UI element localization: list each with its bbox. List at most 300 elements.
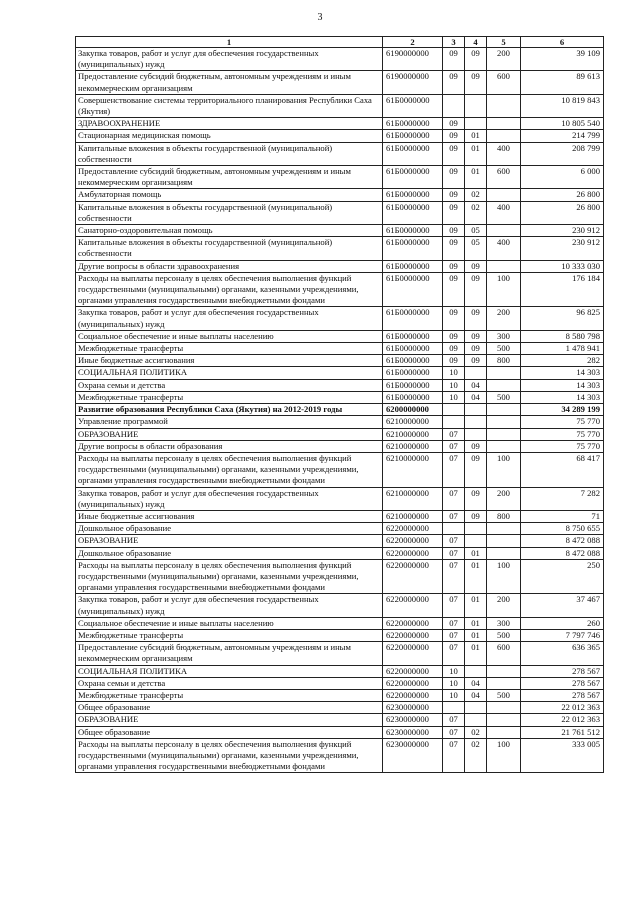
- row-name: Закупка товаров, работ и услуг для обеспечения государственных (муниципальных) нужд: [76, 487, 383, 510]
- header-expense-type: 5: [487, 37, 521, 48]
- row-target-article: 6230000000: [383, 714, 443, 726]
- row-section: 07: [443, 559, 465, 594]
- row-subsection: 05: [465, 225, 487, 237]
- row-section: 09: [443, 48, 465, 71]
- table-row: [76, 559, 604, 594]
- row-sum: 278 567: [521, 689, 604, 701]
- table-row: [76, 201, 604, 224]
- row-section: 09: [443, 130, 465, 142]
- row-section: 10: [443, 689, 465, 701]
- budget-table: [75, 36, 604, 773]
- header-name: 1: [76, 37, 383, 48]
- row-sum: 89 613: [521, 71, 604, 94]
- row-name: ОБРАЗОВАНИЕ: [76, 714, 383, 726]
- row-sum: 75 770: [521, 440, 604, 452]
- row-target-article: 6220000000: [383, 547, 443, 559]
- table-row: [76, 343, 604, 355]
- row-section: 07: [443, 452, 465, 487]
- row-subsection: 01: [465, 559, 487, 594]
- row-name: Межбюджетные трансферты: [76, 343, 383, 355]
- row-section: 07: [443, 629, 465, 641]
- row-sum: 1 478 941: [521, 343, 604, 355]
- table-row: [76, 594, 604, 617]
- row-section: 09: [443, 307, 465, 330]
- row-name: Совершенствование системы территориального планирования Республики Саха (Якутия): [76, 94, 383, 117]
- header-sum: 6: [521, 37, 604, 48]
- row-name: Дошкольное образование: [76, 547, 383, 559]
- row-subsection: [465, 523, 487, 535]
- row-expense-type: 300: [487, 330, 521, 342]
- row-target-article: 6230000000: [383, 702, 443, 714]
- row-name: Закупка товаров, работ и услуг для обеспечения государственных (муниципальных) нужд: [76, 48, 383, 71]
- row-section: 09: [443, 142, 465, 165]
- row-target-article: 61Б0000000: [383, 355, 443, 367]
- row-subsection: 04: [465, 379, 487, 391]
- row-target-article: 6220000000: [383, 617, 443, 629]
- row-sum: 208 799: [521, 142, 604, 165]
- row-sum: 21 761 512: [521, 726, 604, 738]
- table-row: [76, 237, 604, 260]
- row-name: Закупка товаров, работ и услуг для обеспечения государственных (муниципальных) нужд: [76, 594, 383, 617]
- row-name: Расходы на выплаты персоналу в целях обеспечения выполнения функций государственными (муниципальными) органами, казенными учреждениями, органами управления государственными внебюджетными фондами: [76, 738, 383, 773]
- row-expense-type: [487, 726, 521, 738]
- row-target-article: 61Б0000000: [383, 343, 443, 355]
- row-sum: 7 282: [521, 487, 604, 510]
- row-subsection: 09: [465, 330, 487, 342]
- row-expense-type: 400: [487, 237, 521, 260]
- row-expense-type: 600: [487, 166, 521, 189]
- row-expense-type: [487, 714, 521, 726]
- row-section: 09: [443, 71, 465, 94]
- row-subsection: 09: [465, 452, 487, 487]
- row-expense-type: [487, 130, 521, 142]
- row-sum: 8 750 655: [521, 523, 604, 535]
- table-row: [76, 665, 604, 677]
- row-expense-type: [487, 379, 521, 391]
- row-sum: 22 012 363: [521, 714, 604, 726]
- page-number: 3: [317, 12, 323, 23]
- row-expense-type: [487, 367, 521, 379]
- row-sum: 26 800: [521, 201, 604, 224]
- row-name: Охрана семьи и детства: [76, 379, 383, 391]
- row-target-article: 6220000000: [383, 665, 443, 677]
- row-section: [443, 416, 465, 428]
- row-sum: 22 012 363: [521, 702, 604, 714]
- row-expense-type: [487, 665, 521, 677]
- row-subsection: 01: [465, 629, 487, 641]
- row-expense-type: 800: [487, 510, 521, 522]
- row-section: 09: [443, 355, 465, 367]
- table-row: [76, 225, 604, 237]
- row-target-article: 61Б0000000: [383, 189, 443, 201]
- table-row: [76, 677, 604, 689]
- row-name: Расходы на выплаты персоналу в целях обеспечения выполнения функций государственными (муниципальными) органами, казенными учреждениями, органами управления государственными внебюджетными фондами: [76, 559, 383, 594]
- row-target-article: 61Б0000000: [383, 166, 443, 189]
- row-subsection: 09: [465, 355, 487, 367]
- row-sum: 96 825: [521, 307, 604, 330]
- row-target-article: 61Б0000000: [383, 201, 443, 224]
- row-name: Управление программой: [76, 416, 383, 428]
- header-section: 3: [443, 37, 465, 48]
- row-section: 07: [443, 738, 465, 773]
- row-target-article: 6220000000: [383, 677, 443, 689]
- row-subsection: 09: [465, 487, 487, 510]
- row-target-article: 61Б0000000: [383, 307, 443, 330]
- row-subsection: 01: [465, 130, 487, 142]
- row-section: 09: [443, 166, 465, 189]
- row-section: 09: [443, 237, 465, 260]
- row-target-article: 61Б0000000: [383, 330, 443, 342]
- row-name: Предоставление субсидий бюджетным, автономным учреждениям и иным некоммерческим организациям: [76, 71, 383, 94]
- row-subsection: 01: [465, 166, 487, 189]
- row-name: Межбюджетные трансферты: [76, 689, 383, 701]
- table-row: [76, 330, 604, 342]
- row-target-article: 61Б0000000: [383, 272, 443, 307]
- row-section: 09: [443, 330, 465, 342]
- row-expense-type: [487, 404, 521, 416]
- table-row: [76, 307, 604, 330]
- row-subsection: 02: [465, 738, 487, 773]
- row-sum: 8 580 798: [521, 330, 604, 342]
- row-section: 07: [443, 642, 465, 665]
- row-expense-type: 400: [487, 142, 521, 165]
- table-body: [76, 48, 604, 773]
- row-sum: 6 000: [521, 166, 604, 189]
- row-name: Амбулаторная помощь: [76, 189, 383, 201]
- row-name: Охрана семьи и детства: [76, 677, 383, 689]
- row-expense-type: [487, 94, 521, 117]
- row-section: 10: [443, 367, 465, 379]
- row-name: Межбюджетные трансферты: [76, 629, 383, 641]
- row-name: Развитие образования Республики Саха (Якутия) на 2012-2019 годы: [76, 404, 383, 416]
- row-sum: 230 912: [521, 237, 604, 260]
- table-row: [76, 71, 604, 94]
- row-section: 10: [443, 665, 465, 677]
- row-target-article: 6210000000: [383, 510, 443, 522]
- row-expense-type: [487, 189, 521, 201]
- table-row: [76, 510, 604, 522]
- row-target-article: 61Б0000000: [383, 237, 443, 260]
- row-subsection: [465, 428, 487, 440]
- row-target-article: 6210000000: [383, 487, 443, 510]
- row-sum: 8 472 088: [521, 547, 604, 559]
- row-expense-type: 500: [487, 629, 521, 641]
- table-row: [76, 355, 604, 367]
- header-target-article: 2: [383, 37, 443, 48]
- row-section: 09: [443, 260, 465, 272]
- table-row: [76, 523, 604, 535]
- table-row: [76, 272, 604, 307]
- row-sum: 8 472 088: [521, 535, 604, 547]
- row-subsection: 01: [465, 594, 487, 617]
- row-expense-type: 100: [487, 559, 521, 594]
- row-subsection: [465, 367, 487, 379]
- row-sum: 34 289 199: [521, 404, 604, 416]
- row-target-article: 6230000000: [383, 738, 443, 773]
- row-sum: 68 417: [521, 452, 604, 487]
- row-name: Общее образование: [76, 726, 383, 738]
- row-subsection: [465, 535, 487, 547]
- row-subsection: 01: [465, 547, 487, 559]
- row-target-article: 61Б0000000: [383, 379, 443, 391]
- row-target-article: 6210000000: [383, 428, 443, 440]
- row-sum: 333 005: [521, 738, 604, 773]
- row-sum: 75 770: [521, 416, 604, 428]
- row-target-article: 6200000000: [383, 404, 443, 416]
- row-name: Предоставление субсидий бюджетным, автономным учреждениям и иным некоммерческим организациям: [76, 642, 383, 665]
- table-row: [76, 452, 604, 487]
- row-section: 10: [443, 379, 465, 391]
- table-row: [76, 391, 604, 403]
- row-sum: 10 333 030: [521, 260, 604, 272]
- table-row: [76, 726, 604, 738]
- row-target-article: 6190000000: [383, 48, 443, 71]
- row-subsection: 05: [465, 237, 487, 260]
- row-section: 09: [443, 343, 465, 355]
- table-row: [76, 142, 604, 165]
- row-expense-type: [487, 118, 521, 130]
- row-sum: 37 467: [521, 594, 604, 617]
- row-target-article: 61Б0000000: [383, 391, 443, 403]
- row-expense-type: 100: [487, 738, 521, 773]
- row-expense-type: 300: [487, 617, 521, 629]
- row-section: 09: [443, 225, 465, 237]
- table-row: [76, 714, 604, 726]
- row-subsection: 01: [465, 617, 487, 629]
- row-name: ОБРАЗОВАНИЕ: [76, 535, 383, 547]
- row-section: 10: [443, 391, 465, 403]
- row-name: Санаторно-оздоровительная помощь: [76, 225, 383, 237]
- header-subsection: 4: [465, 37, 487, 48]
- row-section: 07: [443, 547, 465, 559]
- row-expense-type: [487, 225, 521, 237]
- row-expense-type: 600: [487, 71, 521, 94]
- row-name: Стационарная медицинская помощь: [76, 130, 383, 142]
- row-name: Иные бюджетные ассигнования: [76, 355, 383, 367]
- row-target-article: 61Б0000000: [383, 225, 443, 237]
- table-row: [76, 617, 604, 629]
- row-target-article: 6220000000: [383, 689, 443, 701]
- table-row: [76, 487, 604, 510]
- row-sum: 250: [521, 559, 604, 594]
- row-subsection: 02: [465, 189, 487, 201]
- row-name: ОБРАЗОВАНИЕ: [76, 428, 383, 440]
- table-row: [76, 130, 604, 142]
- row-target-article: 6220000000: [383, 523, 443, 535]
- row-section: 07: [443, 714, 465, 726]
- row-target-article: 6220000000: [383, 559, 443, 594]
- table-row: [76, 689, 604, 701]
- table-row: [76, 702, 604, 714]
- row-section: 07: [443, 726, 465, 738]
- table-row: [76, 629, 604, 641]
- row-name: Расходы на выплаты персоналу в целях обеспечения выполнения функций государственными (муниципальными) органами, казенными учреждениями, органами управления государственными внебюджетными фондами: [76, 272, 383, 307]
- row-subsection: 09: [465, 440, 487, 452]
- row-name: СОЦИАЛЬНАЯ ПОЛИТИКА: [76, 665, 383, 677]
- row-subsection: 09: [465, 260, 487, 272]
- table-row: [76, 440, 604, 452]
- row-section: 09: [443, 118, 465, 130]
- row-target-article: 61Б0000000: [383, 142, 443, 165]
- row-target-article: 61Б0000000: [383, 367, 443, 379]
- row-sum: 176 184: [521, 272, 604, 307]
- row-subsection: [465, 702, 487, 714]
- row-subsection: 09: [465, 307, 487, 330]
- row-sum: 75 770: [521, 428, 604, 440]
- table-row: [76, 404, 604, 416]
- row-section: 09: [443, 201, 465, 224]
- row-section: 10: [443, 677, 465, 689]
- row-target-article: 6220000000: [383, 642, 443, 665]
- row-sum: 282: [521, 355, 604, 367]
- row-expense-type: 500: [487, 343, 521, 355]
- table-row: [76, 738, 604, 773]
- row-section: 09: [443, 189, 465, 201]
- row-expense-type: 200: [487, 487, 521, 510]
- row-subsection: [465, 416, 487, 428]
- table-row: [76, 166, 604, 189]
- row-section: 07: [443, 428, 465, 440]
- row-section: 07: [443, 440, 465, 452]
- row-sum: 260: [521, 617, 604, 629]
- row-subsection: 04: [465, 677, 487, 689]
- row-expense-type: [487, 416, 521, 428]
- row-target-article: 6220000000: [383, 535, 443, 547]
- row-name: Дошкольное образование: [76, 523, 383, 535]
- table-row: [76, 260, 604, 272]
- row-name: СОЦИАЛЬНАЯ ПОЛИТИКА: [76, 367, 383, 379]
- row-name: Другие вопросы в области образования: [76, 440, 383, 452]
- row-name: Капитальные вложения в объекты государственной (муниципальной) собственности: [76, 201, 383, 224]
- row-target-article: 61Б0000000: [383, 260, 443, 272]
- row-sum: 230 912: [521, 225, 604, 237]
- row-name: Капитальные вложения в объекты государственной (муниципальной) собственности: [76, 142, 383, 165]
- row-sum: 214 799: [521, 130, 604, 142]
- table-row: [76, 642, 604, 665]
- row-sum: 278 567: [521, 665, 604, 677]
- row-subsection: [465, 94, 487, 117]
- row-expense-type: 200: [487, 48, 521, 71]
- row-expense-type: 600: [487, 642, 521, 665]
- row-expense-type: 500: [487, 689, 521, 701]
- row-sum: 26 800: [521, 189, 604, 201]
- row-sum: 10 819 843: [521, 94, 604, 117]
- row-expense-type: 400: [487, 201, 521, 224]
- table-row: [76, 535, 604, 547]
- row-name: Расходы на выплаты персоналу в целях обеспечения выполнения функций государственными (муниципальными) органами, казенными учреждениями, органами управления государственными внебюджетными фондами: [76, 452, 383, 487]
- row-section: 07: [443, 617, 465, 629]
- row-subsection: 02: [465, 726, 487, 738]
- table-row: [76, 416, 604, 428]
- row-sum: 636 365: [521, 642, 604, 665]
- row-section: [443, 94, 465, 117]
- row-expense-type: [487, 428, 521, 440]
- row-section: 07: [443, 510, 465, 522]
- row-sum: 71: [521, 510, 604, 522]
- row-subsection: [465, 714, 487, 726]
- row-expense-type: [487, 523, 521, 535]
- row-subsection: [465, 665, 487, 677]
- row-expense-type: 200: [487, 307, 521, 330]
- row-sum: 278 567: [521, 677, 604, 689]
- row-subsection: 09: [465, 343, 487, 355]
- row-name: Другие вопросы в области здравоохранения: [76, 260, 383, 272]
- row-expense-type: 100: [487, 272, 521, 307]
- table-row: [76, 428, 604, 440]
- row-sum: 14 303: [521, 391, 604, 403]
- row-subsection: 01: [465, 142, 487, 165]
- row-name: Общее образование: [76, 702, 383, 714]
- row-sum: 14 303: [521, 367, 604, 379]
- table-row: [76, 118, 604, 130]
- table-row: [76, 379, 604, 391]
- row-target-article: 6210000000: [383, 452, 443, 487]
- row-expense-type: [487, 677, 521, 689]
- row-expense-type: 200: [487, 594, 521, 617]
- row-subsection: 01: [465, 642, 487, 665]
- row-subsection: 02: [465, 201, 487, 224]
- row-target-article: 6210000000: [383, 416, 443, 428]
- table-row: [76, 48, 604, 71]
- table-row: [76, 94, 604, 117]
- row-target-article: 6220000000: [383, 594, 443, 617]
- row-section: 09: [443, 272, 465, 307]
- row-subsection: [465, 404, 487, 416]
- table-header-row: [76, 37, 604, 48]
- row-name: Закупка товаров, работ и услуг для обеспечения государственных (муниципальных) нужд: [76, 307, 383, 330]
- row-expense-type: [487, 702, 521, 714]
- row-subsection: 04: [465, 689, 487, 701]
- row-target-article: 61Б0000000: [383, 130, 443, 142]
- row-subsection: 09: [465, 71, 487, 94]
- row-sum: 10 805 540: [521, 118, 604, 130]
- row-section: 07: [443, 487, 465, 510]
- row-subsection: 09: [465, 48, 487, 71]
- row-name: Предоставление субсидий бюджетным, автономным учреждениям и иным некоммерческим организациям: [76, 166, 383, 189]
- row-section: 07: [443, 594, 465, 617]
- row-name: Капитальные вложения в объекты государственной (муниципальной) собственности: [76, 237, 383, 260]
- table-row: [76, 547, 604, 559]
- row-name: Социальное обеспечение и иные выплаты населению: [76, 330, 383, 342]
- row-name: Иные бюджетные ассигнования: [76, 510, 383, 522]
- row-name: ЗДРАВООХРАНЕНИЕ: [76, 118, 383, 130]
- table-row: [76, 189, 604, 201]
- row-sum: 39 109: [521, 48, 604, 71]
- row-subsection: 09: [465, 272, 487, 307]
- row-expense-type: 500: [487, 391, 521, 403]
- row-sum: 7 797 746: [521, 629, 604, 641]
- row-expense-type: [487, 440, 521, 452]
- row-target-article: 6230000000: [383, 726, 443, 738]
- row-subsection: 09: [465, 510, 487, 522]
- row-section: [443, 523, 465, 535]
- table-row: [76, 367, 604, 379]
- row-target-article: 6220000000: [383, 629, 443, 641]
- row-target-article: 61Б0000000: [383, 118, 443, 130]
- row-name: Межбюджетные трансферты: [76, 391, 383, 403]
- row-expense-type: [487, 535, 521, 547]
- row-expense-type: [487, 260, 521, 272]
- row-section: [443, 702, 465, 714]
- row-subsection: [465, 118, 487, 130]
- row-target-article: 61Б0000000: [383, 94, 443, 117]
- row-sum: 14 303: [521, 379, 604, 391]
- row-target-article: 6190000000: [383, 71, 443, 94]
- row-expense-type: [487, 547, 521, 559]
- row-name: Социальное обеспечение и иные выплаты населению: [76, 617, 383, 629]
- row-target-article: 6210000000: [383, 440, 443, 452]
- row-expense-type: 100: [487, 452, 521, 487]
